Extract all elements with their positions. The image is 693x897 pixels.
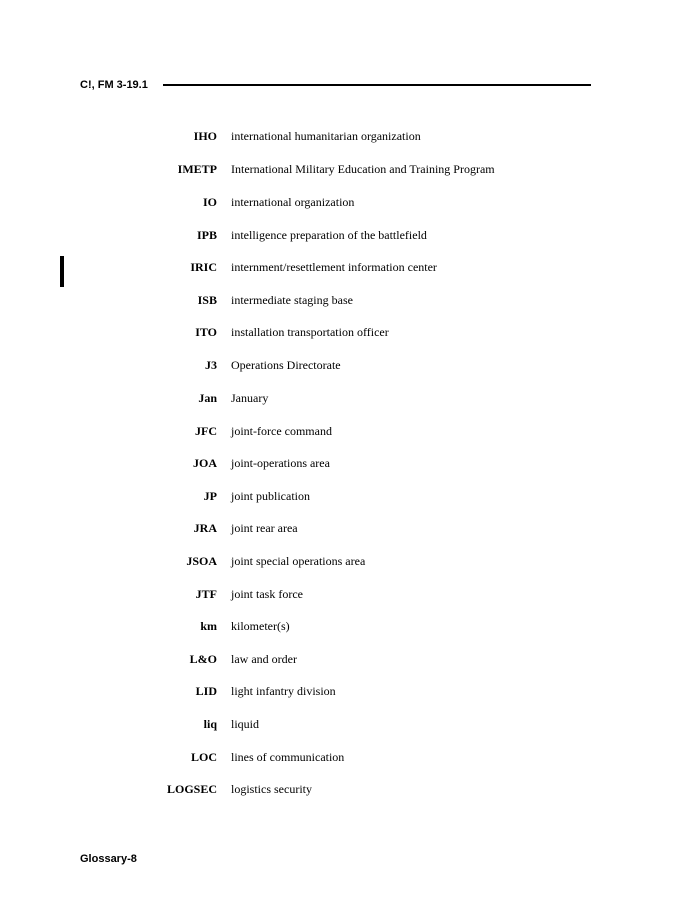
glossary-acronym: liq	[203, 717, 217, 731]
glossary-entry	[0, 518, 693, 538]
glossary-entry	[0, 388, 693, 408]
glossary-definition: joint publication	[231, 489, 310, 503]
glossary-entry	[0, 159, 693, 179]
glossary-definition: lines of communication	[231, 750, 345, 764]
glossary-acronym: J3	[205, 358, 217, 372]
glossary-acronym: JOA	[193, 456, 217, 470]
glossary-definition: International Military Education and Training Program	[231, 162, 495, 176]
glossary-definition: logistics security	[231, 782, 312, 796]
glossary-entry	[0, 649, 693, 669]
glossary-definition: joint-force command	[231, 424, 332, 438]
glossary-acronym: Jan	[198, 391, 217, 405]
header-rule	[163, 84, 591, 86]
glossary-definition: joint task force	[231, 587, 303, 601]
glossary-entry	[0, 192, 693, 212]
page-header-label: C!, FM 3-19.1	[80, 79, 148, 91]
page-footer-label: Glossary-8	[80, 853, 137, 865]
glossary-definition: joint rear area	[231, 521, 298, 535]
glossary-definition: internment/resettlement information center	[231, 260, 437, 274]
glossary-definition: January	[231, 391, 269, 405]
glossary-acronym: LOGSEC	[166, 782, 217, 796]
glossary-entry	[0, 257, 693, 277]
glossary-entry	[0, 290, 693, 310]
glossary-entry	[0, 322, 693, 342]
glossary-definition: liquid	[231, 717, 260, 731]
glossary-entry	[0, 453, 693, 473]
glossary-entry	[0, 584, 693, 604]
glossary-acronym: JFC	[195, 424, 217, 438]
glossary-acronym: IPB	[196, 228, 217, 242]
glossary-acronym: JP	[203, 489, 217, 503]
glossary-definition: intermediate staging base	[231, 293, 353, 307]
glossary-definition: international organization	[231, 195, 355, 209]
glossary-acronym: ISB	[197, 293, 217, 307]
glossary-acronym: L&O	[189, 652, 217, 666]
glossary-entry	[0, 225, 693, 245]
glossary-definition: kilometer(s)	[231, 619, 290, 633]
glossary-acronym: IMETP	[177, 162, 217, 176]
glossary-entry	[0, 681, 693, 701]
glossary-acronym: JRA	[193, 521, 217, 535]
glossary-acronym: IO	[202, 195, 217, 209]
glossary-entry	[0, 779, 693, 799]
glossary-entry	[0, 551, 693, 571]
glossary-definition: installation transportation officer	[231, 325, 389, 339]
glossary-acronym: JTF	[195, 587, 217, 601]
glossary-entry	[0, 355, 693, 375]
glossary-definition: international humanitarian organization	[231, 129, 421, 143]
glossary-definition: intelligence preparation of the battlefield	[231, 228, 427, 242]
glossary-definition: joint-operations area	[231, 456, 330, 470]
glossary-acronym: ITO	[195, 325, 217, 339]
glossary-entry	[0, 714, 693, 734]
glossary-definition: joint special operations area	[231, 554, 366, 568]
glossary-acronym: LOC	[190, 750, 217, 764]
glossary-acronym: LID	[195, 684, 217, 698]
glossary-acronym: IRIC	[190, 260, 217, 274]
glossary-definition: light infantry division	[231, 684, 336, 698]
glossary-acronym: IHO	[193, 129, 217, 143]
glossary-entry	[0, 486, 693, 506]
glossary-entry	[0, 747, 693, 767]
glossary-entry	[0, 126, 693, 146]
glossary-acronym: JSOA	[186, 554, 217, 568]
glossary-definition: law and order	[231, 652, 297, 666]
glossary-entry	[0, 421, 693, 441]
glossary-entry	[0, 616, 693, 636]
glossary-acronym: km	[200, 619, 217, 633]
glossary-definition: Operations Directorate	[231, 358, 341, 372]
